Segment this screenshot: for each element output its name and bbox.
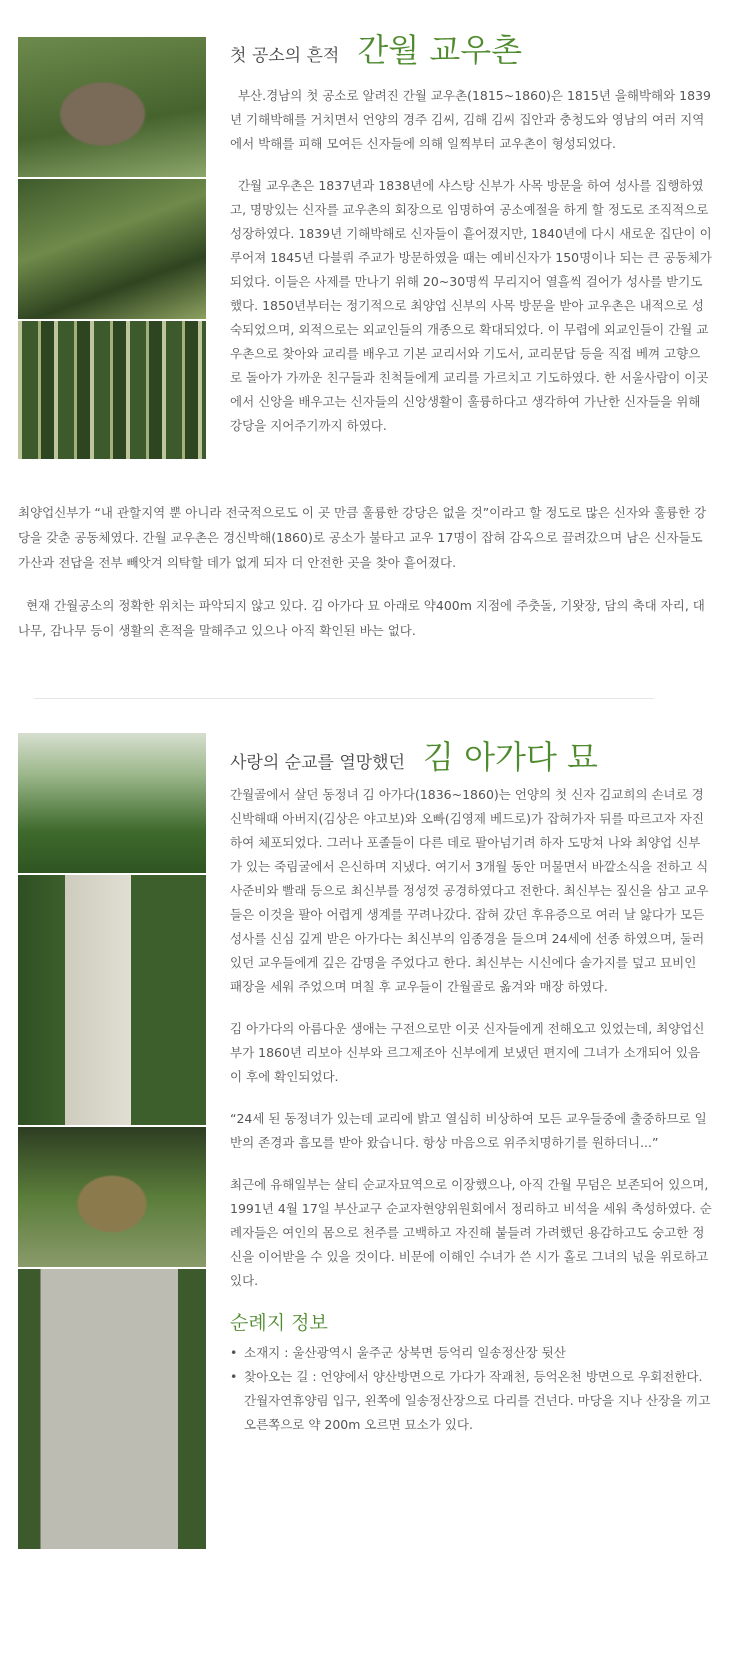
section1-subtitle: 첫 공소의 흔적 — [230, 46, 340, 66]
photo-inscription-tablet — [18, 1269, 206, 1549]
quote: “24세 된 동정녀가 있는데 교리에 밝고 열심히 비상하여 모든 교우들중에 출중하므로 일반의 존경과 흠모를 받아 왔습니다. 항상 마음으로 위주치명하기를 원하더니...” — [230, 1111, 707, 1150]
section2-heading — [230, 738, 712, 776]
paragraph: 김 아가다의 아름다운 생애는 구전으로만 이곳 신자들에게 전해오고 있었는데, 최양업신부가 1860년 리보아 신부와 르그제조아 신부에게 보냈던 편지에 그녀가 소개되어 있음이 후에 확인되었다. — [230, 1021, 705, 1084]
paragraph: 최양업신부가 “내 관할지역 뿐 아니라 전국적으로도 이 곳 만큼 훌륭한 강당은 없을 것”이라고 할 정도로 많은 신자와 훌륭한 강당을 갖춘 공동체였다. 간월 교우촌은 경신박해(1860)로 공소가 불타고 교우 17명이 잡혀 감옥으로 끌려갔으며 남은 신자들도 가산과 전답을 전부 빼앗겨 의탁할 데가 없게 되자 더 안전한 곳을 찾아 흩어졌다. — [18, 505, 707, 570]
photo-rock — [18, 37, 206, 177]
section2-text — [230, 738, 712, 1437]
paragraph: 부산.경남의 첫 공소로 알려진 간월 교우촌(1815~1860)은 1815년 을해박해와 1839년 기해박해를 거치면서 언양의 경주 김씨, 김해 김씨 집안과 충청도와 영남의 여러 지역에서 박해를 피해 모여든 신자들에 의해 일찍부터 교우촌이 형성되었다. — [230, 88, 711, 151]
section2-subtitle: 사랑의 순교를 열망했던 — [230, 753, 406, 773]
info-list — [230, 1341, 712, 1437]
section2-title: 김 아가다 묘 — [423, 738, 598, 776]
photo-trees — [18, 733, 206, 873]
photo-bamboo — [18, 321, 206, 459]
section-divider — [34, 698, 654, 699]
section1-text — [230, 31, 716, 456]
photo-forest — [18, 179, 206, 319]
photo-memorial-stone — [18, 875, 206, 1125]
section1-title: 간월 교우촌 — [357, 31, 523, 69]
info-item-location: • 소재지 : 울산광역시 울주군 상북면 등억리 일송정산장 뒷산 — [230, 1341, 712, 1365]
photo-grave — [18, 1127, 206, 1267]
paragraph: 현재 간월공소의 정확한 위치는 파악되지 않고 있다. 김 아가다 묘 아래로 약400m 지점에 주춧돌, 기왓장, 담의 축대 자리, 대나무, 감나무 등이 생활의 흔적을 말해주고 있으나 아직 확인된 바는 없다. — [18, 598, 705, 638]
info-item-directions: • 찾아오는 길 : 언양에서 양산방면으로 가다가 작괘천, 등억온천 방면으로 우회전한다. 간월자연휴양림 입구, 왼쪽에 일송정산장으로 다리를 건넌다. 마당을 지나 산장을 끼고 오른쪽으로 약 200m 오르면 묘소가 있다. — [230, 1365, 712, 1437]
paragraph: 간월 교우촌은 1837년과 1838년에 샤스탕 신부가 사목 방문을 하여 성사를 집행하였고, 명망있는 신자를 교우촌의 회장으로 임명하여 공소예절을 하게 할 정도로 조직적으로 성장하였다. 1839년 기해박해로 신자들이 흩어졌지만, 1840년에 다시 새로운 집단이 이루어져 1845년 다블뤼 주교가 방문하였을 때는 예비신자가 150명이나 되는 큰 공동체가 되었다. 이들은 사제를 만나기 위해 20~30명씩 무리지어 열흘씩 걸어가 성사를 받기도 했다. 1850년부터는 정기적으로 최양업 신부의 사목 방문을 받아 교우촌은 내적으로 성숙되었으며, 외적으로는 외교인들의 개종으로 확대되었다. 이 무렵에 외교인들이 간월 교우촌으로 찾아와 교리를 배우고 기본 교리서와 기도서, 교리문답 등을 직접 베껴 고향으로 돌아가 가까운 친구들과 친척들에게 교리를 가르치고 기도하였다. 한 서울사람이 이곳에서 신앙을 배우고는 신자들의 신앙생활이 훌륭하다고 생각하여 가난한 신자들을 위해 강당을 지어주기까지 하였다. — [230, 178, 716, 433]
section1-heading — [230, 31, 712, 69]
paragraph: 최근에 유해일부는 살티 순교자묘역으로 이장했으나, 아직 간월 무덤은 보존되어 있으며, 1991년 4월 17일 부산교구 순교자현양위원회에서 정리하고 비석을 세워 축성하였다. 순례자들은 여인의 몸으로 천주를 고백하고 자진해 붙들려 가려했던 용감하고도 숭고한 정신을 이어받을 수 있을 것이다. 비문에 이해인 수녀가 쓴 시가 홀로 그녀의 넋을 위로하고 있다. — [230, 1177, 712, 1288]
info-title: 순례지 정보 — [230, 1312, 328, 1334]
photo-column-1 — [18, 37, 206, 461]
paragraph: 간월골에서 살던 동정녀 김 아가다(1836~1860)는 언양의 첫 신자 김교희의 손녀로 경신박해때 아버지(김상은 야고보)와 오빠(김영제 베드로)가 잡혀가자 뒤를 따르고자 자진하여 체포되었다. 그러나 포졸들이 다른 데로 팔아넘기려 하자 도망쳐 나와 최양업 신부가 있는 죽림굴에서 은신하며 지냈다. 여기서 3개월 동안 머물면서 바깥소식을 전하고 식사준비와 빨래 등으로 최신부를 정성껏 공경하였다고 전한다. 최신부는 짚신을 삼고 교우들은 이것을 팔아 어렵게 생계를 꾸려나갔다. 잡혀 갔던 후유증으로 여러 날 앓다가 모든 성사를 신심 깊게 받은 아가다는 최신부의 임종경을 들으며 24세에 선종 하였으며, 둘러 있던 교우들에게 깊은 감명을 주었다고 한다. 최신부는 시신에다 솔가지를 덮고 묘비인 패장을 세워 주었으며 며칠 후 교우들이 간월골로 옮겨와 매장 하였다. — [230, 787, 709, 994]
photo-column-2 — [18, 733, 206, 1551]
section1-full-text — [18, 500, 708, 661]
